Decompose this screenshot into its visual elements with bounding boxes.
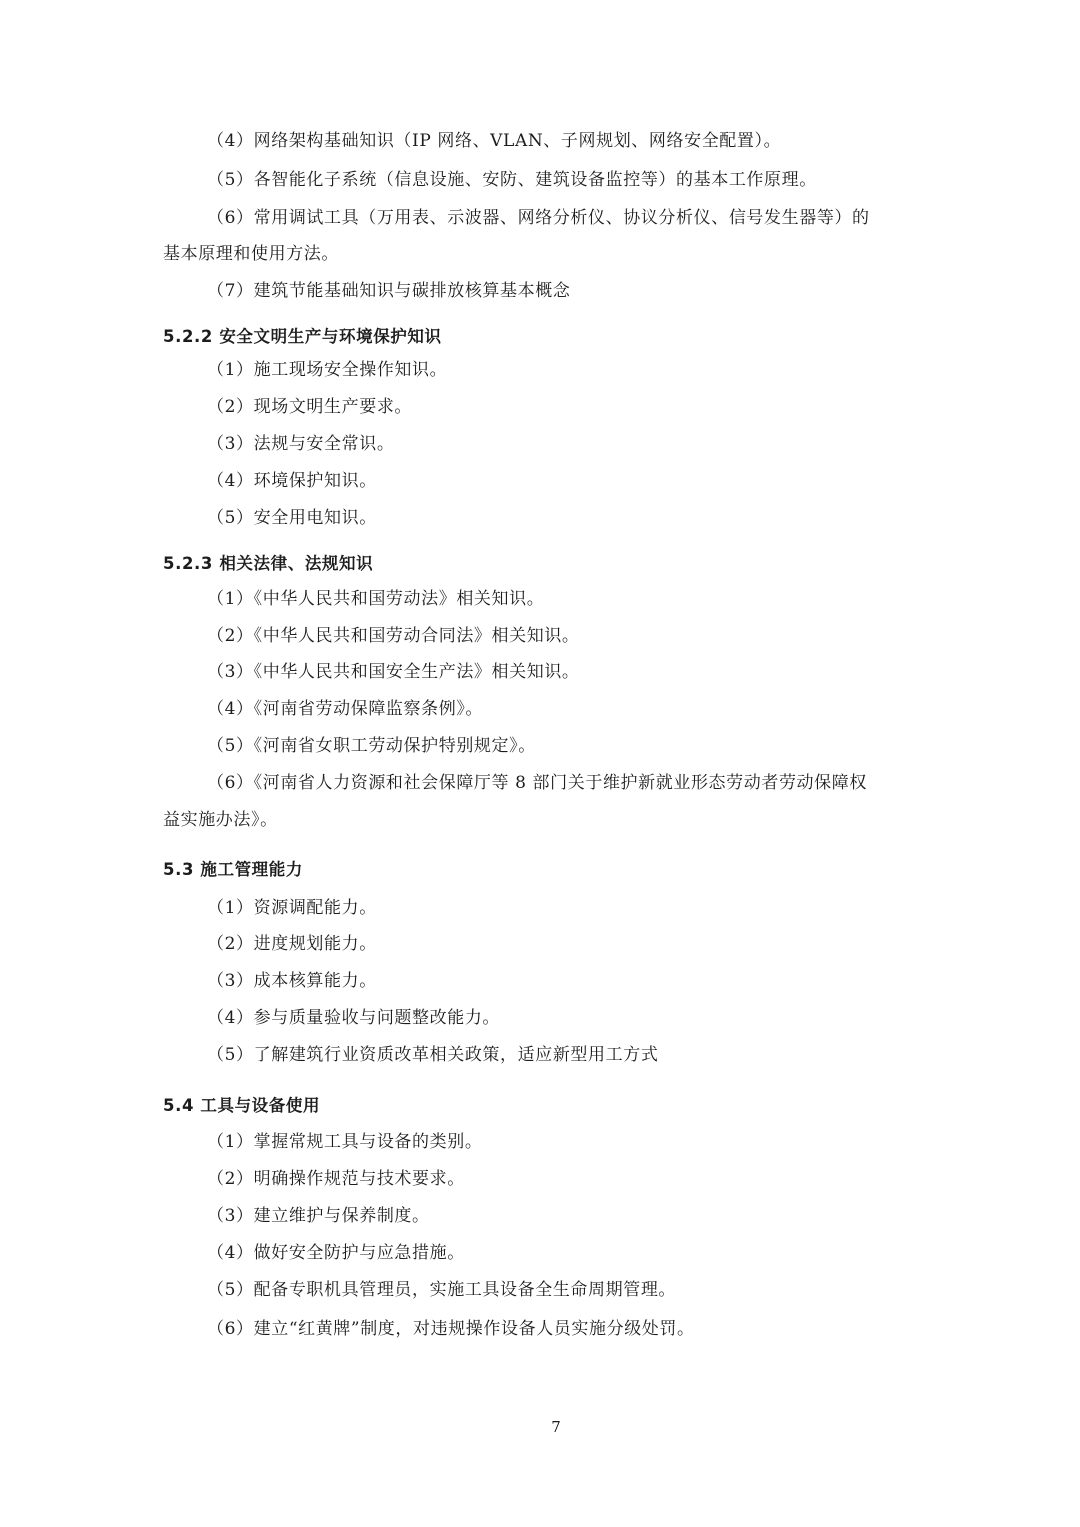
list-item: （2）现场文明生产要求。 [207,397,413,417]
section-heading: 5.4 工具与设备使用 [163,1096,321,1115]
list-item: （1）掌握常规工具与设备的类别。 [207,1132,483,1152]
section-heading: 5.2.2 安全文明生产与环境保护知识 [163,327,442,346]
list-item-continuation: 益实施办法》。 [163,810,278,830]
list-item: （3）成本核算能力。 [207,971,377,991]
list-item: （3）法规与安全常识。 [207,434,395,454]
list-item: （3）《中华人民共和国安全生产法》相关知识。 [207,662,580,682]
list-item: （5）了解建筑行业资质改革相关政策，适应新型用工方式 [207,1045,659,1065]
list-item: （3）建立维护与保养制度。 [207,1206,430,1226]
list-item: （4）《河南省劳动保障监察条例》。 [207,699,484,719]
list-item: （4）环境保护知识。 [207,471,377,491]
list-item: （6）《河南省人力资源和社会保障厅等 8 部门关于维护新就业形态劳动者劳动保障权 [207,773,867,793]
list-item: （5）《河南省女职工劳动保护特别规定》。 [207,736,536,756]
list-item: （5）各智能化子系统（信息设施、安防、建筑设备监控等）的基本工作原理。 [207,170,817,190]
list-item: （1）资源调配能力。 [207,898,377,918]
list-item: （4）参与质量验收与问题整改能力。 [207,1008,501,1028]
list-item: （1）施工现场安全操作知识。 [207,360,448,380]
page-number: 7 [551,1418,561,1436]
section-heading: 5.3 施工管理能力 [163,860,303,879]
list-item: （1）《中华人民共和国劳动法》相关知识。 [207,589,545,609]
list-item: （5）安全用电知识。 [207,508,377,528]
list-item: （4）做好安全防护与应急措施。 [207,1243,465,1263]
section-heading: 5.2.3 相关法律、法规知识 [163,554,374,573]
list-item: （6）建立“红黄牌”制度，对违规操作设备人员实施分级处罚。 [207,1319,695,1339]
list-item: （5）配备专职机具管理员，实施工具设备全生命周期管理。 [207,1280,677,1300]
list-item: （4）网络架构基础知识（IP 网络、VLAN、子网规划、网络安全配置）。 [207,131,782,151]
list-item: （6）常用调试工具（万用表、示波器、网络分析仪、协议分析仪、信号发生器等）的 [207,208,870,228]
list-item: （2）《中华人民共和国劳动合同法》相关知识。 [207,626,580,646]
list-item: （2）进度规划能力。 [207,934,377,954]
list-item: （7）建筑节能基础知识与碳排放核算基本概念 [207,281,571,301]
list-item-continuation: 基本原理和使用方法。 [163,244,339,264]
list-item: （2）明确操作规范与技术要求。 [207,1169,465,1189]
